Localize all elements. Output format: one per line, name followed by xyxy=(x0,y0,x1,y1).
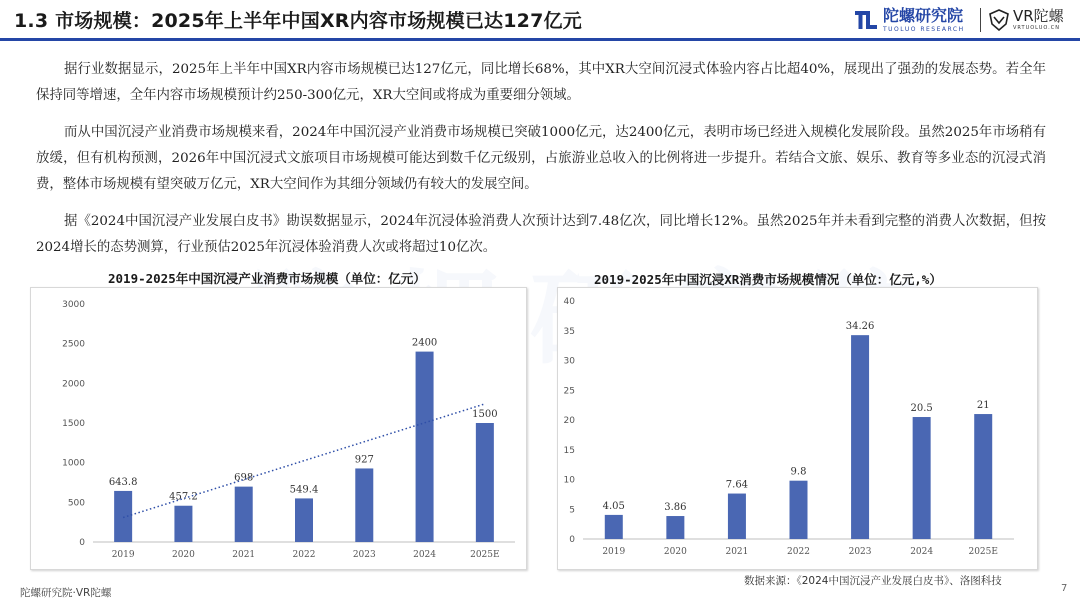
logo2-name: VR陀螺 xyxy=(1013,7,1064,25)
chart1-data-label: 2400 xyxy=(411,337,438,349)
chart2-svg xyxy=(558,288,1039,571)
chart2-data-label: 4.05 xyxy=(602,500,625,512)
chart2-data-label: 3.86 xyxy=(664,502,687,514)
chart1-bar xyxy=(416,352,434,542)
shield-icon xyxy=(988,9,1010,31)
footer-brand: 陀螺研究院·VR陀螺 xyxy=(20,587,112,599)
chart2-y-tick-label: 0 xyxy=(569,535,575,545)
chart2-x-tick-label: 2023 xyxy=(848,547,872,557)
paragraph-2: 而从中国沉浸产业消费市场规模来看，2024年中国沉浸产业消费市场规模已突破1000亿元，达2400亿元，表明市场已经进入规模化发展阶段。虽然2025年市场稍有放缓，但有机构预测，2026年中国沉浸式文旅项目市场规模可能达到数千亿元级别，占旅游业总收入的比例将进一步提升。若结合文旅、娱乐、教育等多业态的沉浸式消费，整体市场规模有望突破万亿元，XR大空间作为其细分领域仍有较大的发展空间。 xyxy=(36,125,1046,192)
chart2-x-tick-label: 2021 xyxy=(725,547,749,557)
chart1-bar xyxy=(235,487,253,542)
logo1-subtitle: TUOLUO RESEARCH xyxy=(883,25,965,33)
chart1-svg xyxy=(31,288,528,571)
logo2-subtitle: VRTUOLUO.CN xyxy=(1013,25,1060,31)
chart2-data-label: 21 xyxy=(976,400,990,412)
chart1-bar xyxy=(295,498,313,542)
chart1-x-tick-label: 2022 xyxy=(292,550,316,560)
chart1-bar xyxy=(114,491,132,542)
chart1-bar xyxy=(476,423,494,542)
paragraph-1: 据行业数据显示，2025年上半年中国XR内容市场规模已达127亿元，同比增长68%，其中XR大空间沉浸式体验内容占比超40%，展现出了强劲的发展态势。若全年保持同等增速，全年内容市场规模预计约250-300亿元，XR大空间或将成为重要细分领域。 xyxy=(36,62,1046,103)
chart1-data-label: 549.4 xyxy=(289,484,319,496)
chart1-x-tick-label: 2023 xyxy=(352,550,376,560)
chart1-y-tick-label: 0 xyxy=(79,538,85,548)
chart2-y-tick-label: 10 xyxy=(563,475,575,486)
chart2-data-label: 34.26 xyxy=(845,321,875,333)
chart1-x-tick-label: 2024 xyxy=(413,550,437,560)
chart1-data-label: 1500 xyxy=(472,409,498,420)
chart1-bar xyxy=(174,506,192,542)
chart1-bar xyxy=(355,468,373,542)
chart2-data-label: 20.5 xyxy=(910,403,933,415)
chart2-x-tick-label: 2020 xyxy=(663,547,687,557)
chart1-y-tick-label: 2500 xyxy=(62,339,85,350)
header-rule xyxy=(0,38,1080,41)
data-source: 数据来源：《2024中国沉浸产业发展白皮书》、洛图科技 xyxy=(744,575,1002,587)
chart1-x-tick-label: 2019 xyxy=(111,550,135,560)
chart1-x-tick-label: 2021 xyxy=(232,550,256,560)
chart2-data-label: 7.64 xyxy=(725,479,749,491)
page-title: 1.3 市场规模：2025年上半年中国XR内容市场规模已达127亿元 xyxy=(14,10,582,32)
chart2-data-label: 9.8 xyxy=(790,466,807,478)
chart2-bar xyxy=(913,417,931,539)
chart1-data-label: 643.8 xyxy=(108,476,138,488)
chart2-x-tick-label: 2022 xyxy=(787,547,810,557)
vr-tuoluo-logo xyxy=(988,5,1064,35)
chart2-bar xyxy=(605,515,623,539)
tuoluo-research-logo xyxy=(854,5,965,35)
chart2-bar xyxy=(790,481,808,539)
chart2-x-tick-label: 2019 xyxy=(602,547,626,557)
tuoluo-logo-icon xyxy=(854,8,878,32)
chart1-x-tick-label: 2020 xyxy=(171,550,195,560)
chart1-y-tick-label: 500 xyxy=(67,498,85,509)
chart2-container xyxy=(557,287,1038,570)
chart2-y-tick-label: 40 xyxy=(563,297,575,307)
chart2-bar xyxy=(974,414,992,539)
paragraph-3: 据《2024中国沉浸产业发展白皮书》勘误数据显示，2024年沉浸体验消费人次预计达到7.48亿次，同比增长12%。虽然2025年并未看到完整的消费人次数据，但按2024增长的态势测算，行业预估2025年沉浸体验消费人次或将超过10亿次。 xyxy=(36,214,1046,255)
chart2-y-tick-label: 25 xyxy=(563,386,575,397)
chart1-y-tick-label: 1000 xyxy=(62,458,85,469)
chart2-y-tick-label: 20 xyxy=(563,416,575,426)
chart1-y-tick-label: 1500 xyxy=(62,419,85,429)
header xyxy=(0,0,1080,40)
chart2-bar xyxy=(728,494,746,539)
page-number: 7 xyxy=(1061,583,1068,594)
chart2-x-tick-label: 2024 xyxy=(910,547,934,557)
chart1-data-label: 457.2 xyxy=(169,491,198,503)
chart1-container xyxy=(30,287,527,570)
chart2-bar xyxy=(666,516,684,539)
chart1-y-tick-label: 3000 xyxy=(62,300,85,310)
chart2-y-tick-label: 15 xyxy=(563,445,575,456)
chart2-y-tick-label: 35 xyxy=(563,326,575,337)
chart1-data-label: 927 xyxy=(354,454,374,466)
chart1-x-tick-label: 2025E xyxy=(470,550,500,560)
chart2-y-tick-label: 5 xyxy=(569,505,575,516)
chart1-title: 2019-2025年中国沉浸产业消费市场规模（单位：亿元） xyxy=(108,271,426,286)
logo-divider xyxy=(980,8,981,32)
logo1-name: 陀螺研究院 xyxy=(883,5,964,25)
chart1-y-tick-label: 2000 xyxy=(62,379,85,390)
chart2-y-tick-label: 30 xyxy=(563,356,575,367)
chart2-x-tick-label: 2025E xyxy=(968,547,998,557)
chart2-bar xyxy=(851,335,869,539)
chart1-data-label: 698 xyxy=(234,472,254,484)
chart2-title: 2019-2025年中国沉浸XR消费市场规模情况（单位：亿元,%） xyxy=(594,272,942,287)
